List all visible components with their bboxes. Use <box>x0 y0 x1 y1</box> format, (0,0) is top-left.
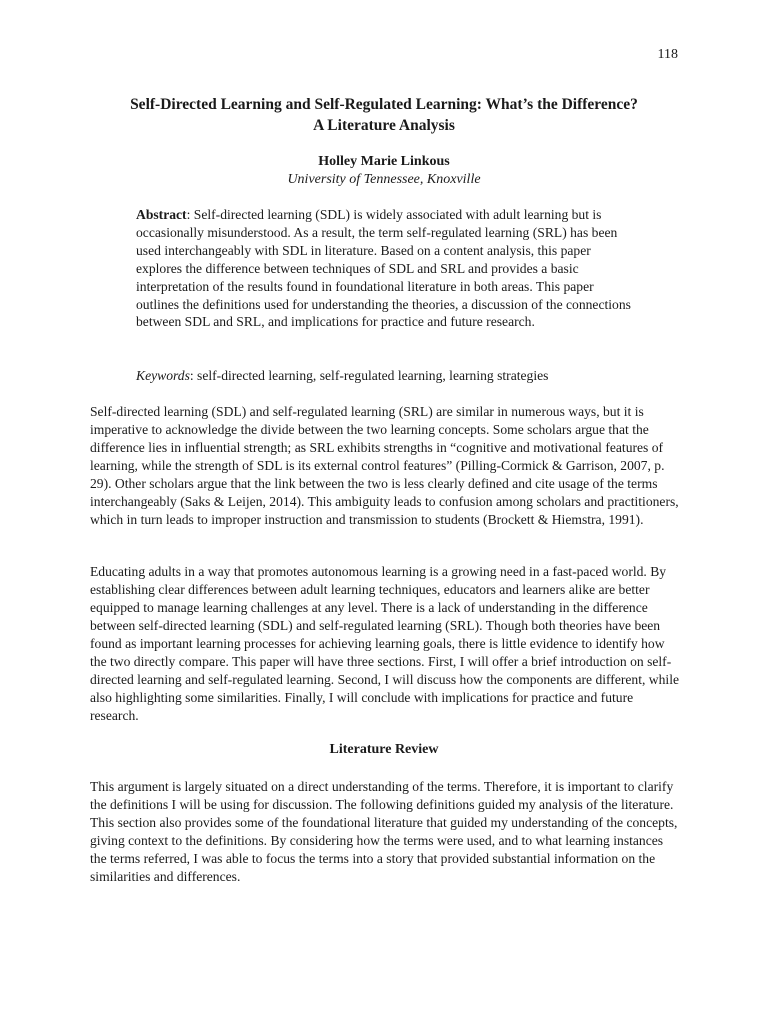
body-paragraph-1: Self-directed learning (SDL) and self-regulated learning (SRL) are similar in numerous ways, but it is imperative to acknowledge the divide between the two learning concepts. Some scholars argue that the difference lies in influential strength; as SRL exhibits strengths in “cognitive and motivational features of learning, while the strength of SDL is its external control features” (Pilling-Cormick & Garrison, 2007, p. 29). Other scholars argue that the link between the two is less clearly defined and cite usage of the terms interchangeably (Saks & Leijen, 2014). This ambiguity leads to confusion among scholars and practitioners, which in turn leads to improper instruction and transmission to students (Brockett & Hiemstra, 1991). <box>90 404 679 527</box>
title-line-1: Self-Directed Learning and Self-Regulated Learning: What’s the Difference? <box>130 96 638 113</box>
abstract-text: : Self-directed learning (SDL) is widely associated with adult learning but is occasionally misunderstood. As a result, the term self-regulated learning (SRL) has been used interchangeably with SDL in literature. Based on a content analysis, this paper explores the difference between techniques of SDL and SRL and provides a basic interpretation of the results found in foundational literature in both areas. This paper outlines the definitions used for understanding the theories, a discussion of the connections between SDL and SRL, and implications for practice and future research. <box>136 207 631 330</box>
page-number: 118 <box>657 47 678 62</box>
author-affiliation: University of Tennessee, Knoxville <box>287 172 481 187</box>
paper-title <box>80 94 688 136</box>
body-paragraph-3: This argument is largely situated on a direct understanding of the terms. Therefore, it is important to clarify the definitions I will be using for discussion. The following definitions guided my analysis of the literature. This section also provides some of the foundational literature that guided my understanding of the concepts, giving context to the definitions. By considering how the terms were used, and to what learning instances the terms referred, I was able to focus the terms into a story that provided substantial information on the similarities and differences. <box>90 779 678 884</box>
section-heading-literature-review: Literature Review <box>329 742 439 757</box>
keywords-text: : self-directed learning, self-regulated learning, learning strategies <box>189 368 549 383</box>
body-paragraph-2: Educating adults in a way that promotes autonomous learning is a growing need in a fast-paced world. By establishing clear differences between adult learning techniques, educators and learners alike are better equipped to manage learning challenges at any level. There is a lack of understanding in the difference between self-directed learning (SDL) and self-regulated learning (SRL). Though both theories have been found as important learning processes for achieving learning goals, there is little evidence to identify how the two directly compare. This paper will have three sections. First, I will offer a brief introduction on self-directed learning and self-regulated learning. Second, I will discuss how the components are different, while also highlighting some similarities. Finally, I will conclude with implications for practice and future research. <box>90 564 679 723</box>
title-line-2: A Literature Analysis <box>313 117 455 134</box>
keywords <box>136 367 636 385</box>
keywords-label: Keywords <box>136 368 190 383</box>
author-name: Holley Marie Linkous <box>318 154 450 169</box>
abstract <box>136 206 636 331</box>
abstract-label: Abstract <box>136 207 187 222</box>
